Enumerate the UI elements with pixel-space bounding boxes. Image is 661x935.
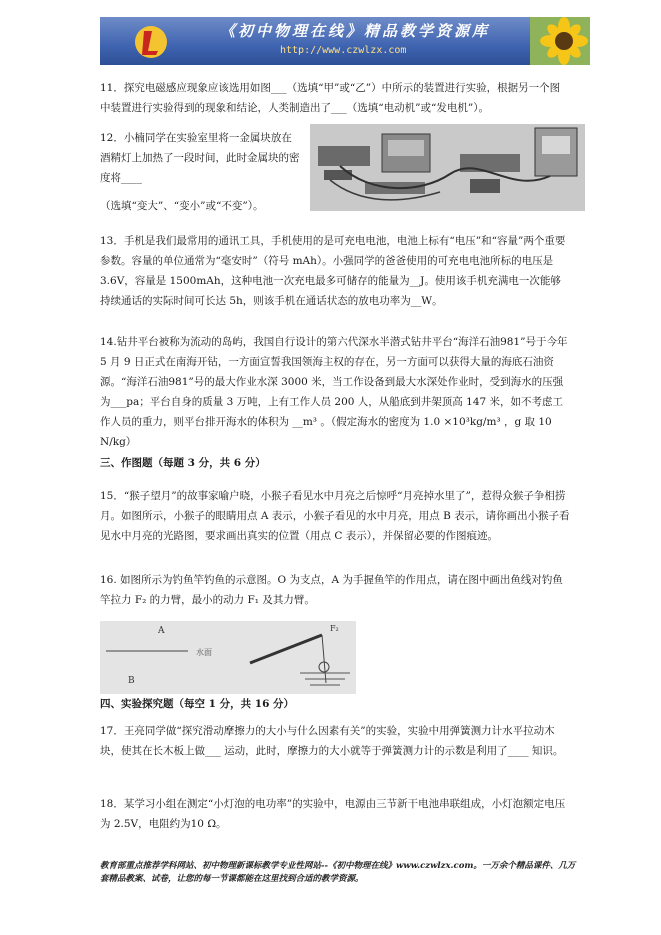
label-b: B xyxy=(128,676,135,686)
fishing-rod-figure xyxy=(100,621,356,694)
question-11: 11．探究电磁感应现象应该选用如图___（选填“甲”或“乙”）中所示的装置进行实验，根据另一个图中装置进行实验得到的现象和结论，人类制造出了___（选填“电动机”或“发电机”）。 xyxy=(100,82,561,114)
question-12: 12．小楠同学在实验室里将一金属块放在酒精灯上加热了一段时间，此时金属块的密度将____ xyxy=(100,132,300,184)
header-url[interactable]: http://www.czwlzx.com xyxy=(280,45,407,56)
question-14: 14.钻井平台被称为流动的岛屿，我国自行设计的第六代深水半潜式钻井平台“海洋石油981”号于今年 5 月 9 日正式在南海开钻，一方面宣誓我国领海主权的存在，另一方面可以获得大量的海底石油资源。“海洋石油981”号的最大作业水深 3000 米，当工作设备到最大水深处作业时，受到海水的压强为___pa；平台自身的质量 3 万吨，上有工作人员 200 人，从船底到井架顶高 147 米，如不考虑工作人员的重力，则平台排开海水的体积为 __m³ 。（假定海水的密度为 1.0 ×10³kg/m³ ，g 取 10 N/kg） xyxy=(100,336,568,448)
question-15: 15．“猴子望月”的故事家喻户晓，小猴子看见水中月亮之后惊呼“月亮掉水里了”，惹得众猴子争相捞月。如图所示，小猴子的眼睛用点 A 表示，小猴子看见的水中月亮，用点 B 表示，请你画出小猴子看见水中月亮的光路图，要求画出真实的位置（用点 C 表示），并保留必要的作图痕迹。 xyxy=(100,490,570,542)
fishing-rod-drawing xyxy=(100,621,356,694)
header-banner xyxy=(100,17,590,65)
page-footer: 教育部重点推荐学科网站、初中物理新课标教学专业性网站--《初中物理在线》www.czwlzx.com。一万余个精品课件、几万套精品教案、试卷，让您的每一节课都能在这里找到合适的教学资源。 xyxy=(100,861,576,884)
section-3-title: 三、作图题（每题 3 分，共 6 分） xyxy=(100,457,266,469)
question-17: 17．王亮同学做“探究滑动摩擦力的大小与什么因素有关”的实验，实验中用弹簧测力计水平拉动木块，使其在长木板上做___ 运动，此时，摩擦力的大小就等于弹簧测力计的示数是利用了____ 知识。 xyxy=(100,725,564,757)
label-f2: F₂ xyxy=(330,624,339,633)
section-4-title: 四、实验探究题（每空 1 分，共 16 分） xyxy=(100,698,295,710)
question-12-options: （选填“变大”、“变小”或“不变”）。 xyxy=(100,200,264,212)
question-16: 16. 如图所示为钓鱼竿钓鱼的示意图。O 为支点，A 为手握鱼竿的作用点，请在图中画出鱼线对钓鱼竿拉力 F₂ 的力臂，最小的动力 F₁ 及其力臂。 xyxy=(100,574,563,606)
sunflower-icon xyxy=(530,17,590,65)
label-water: 水面 xyxy=(196,648,212,657)
apparatus-photo-drawing xyxy=(310,124,585,211)
label-a: A xyxy=(158,626,165,636)
question-18: 18．某学习小组在测定“小灯泡的电功率”的实验中，电源由三节新干电池串联组成，小灯泡额定电压为 2.5V，电阻约为10 Ω。 xyxy=(100,798,566,830)
logo-icon xyxy=(134,25,168,59)
question-13: 13．手机是我们最常用的通讯工具，手机使用的是可充电电池，电池上标有“电压”和“容量”两个重要参数。容量的单位通常为“毫安时”（符号 mAh）。小强同学的爸爸使用的可充电电池所标的电压是 3.6V，容量是 1500mAh，这种电池一次充电最多可储存的能量为__J。使用该手机充满电一次能够持续通话的实际时间可长达 5h，则该手机在通话状态的放电功率为__W。 xyxy=(100,235,566,307)
apparatus-photo xyxy=(310,124,585,211)
header-title: 《初中物理在线》精品教学资源库 xyxy=(220,22,491,40)
